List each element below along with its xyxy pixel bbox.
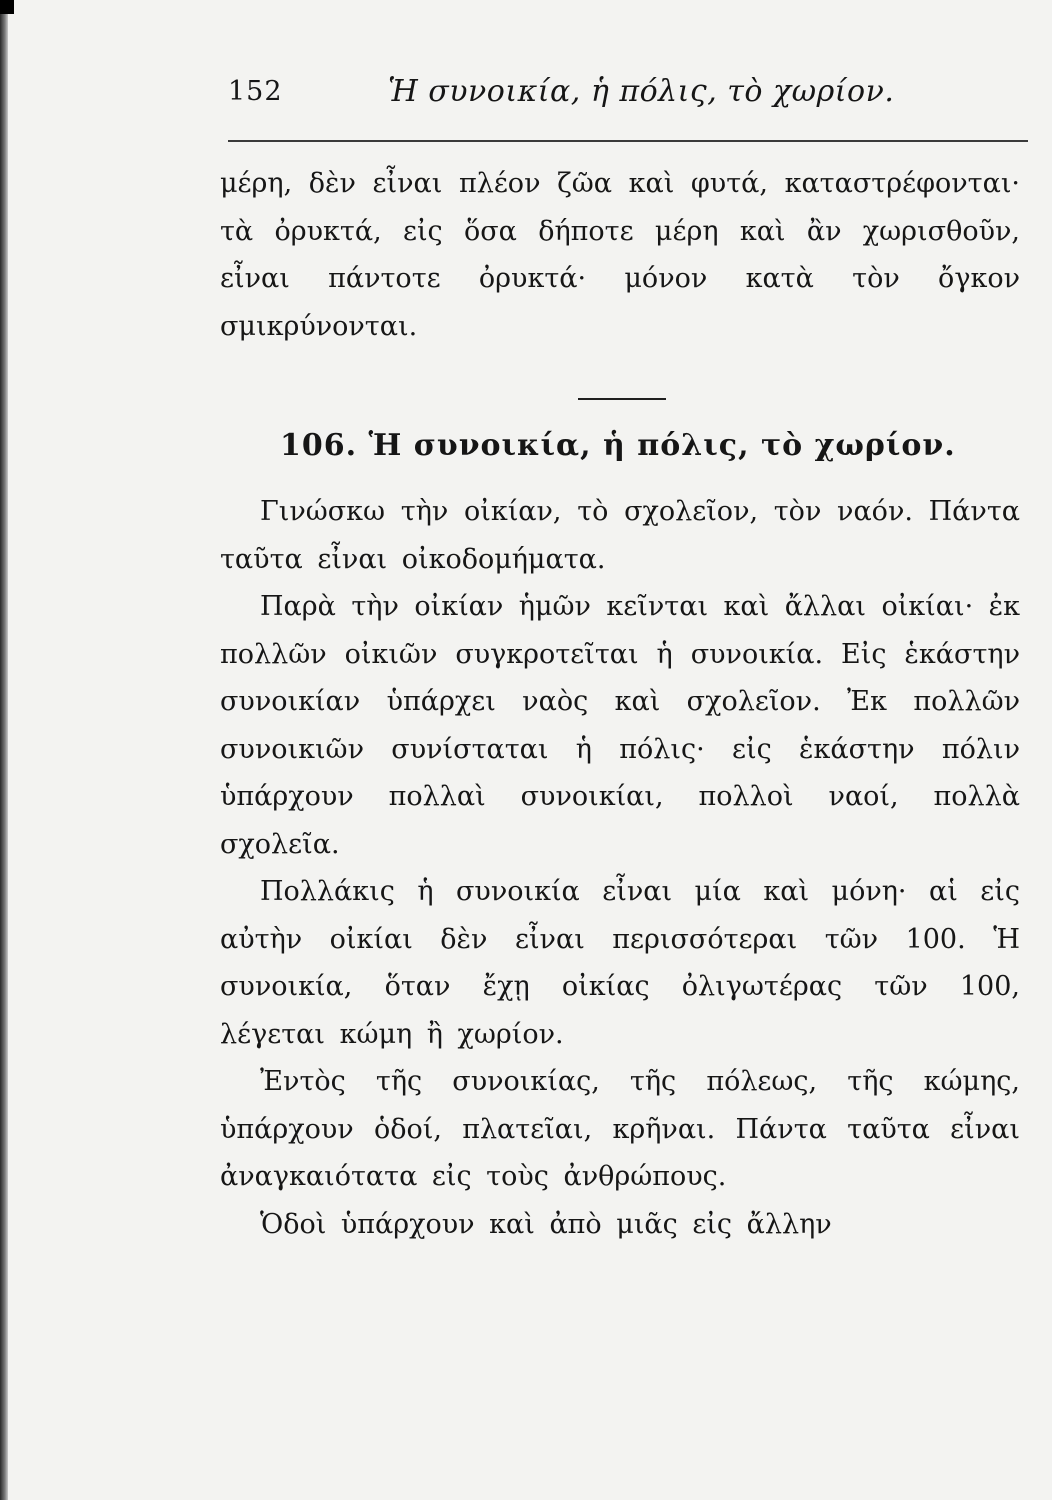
section-paragraph: Ἐντὸς τῆς συνοικίας, τῆς πόλεως, τῆς κώμης, ὑπάρχουν ὁδοί, πλατεῖαι, κρῆναι. Πάντα ταῦτα εἶναι ἀναγκαιότατα εἰς τοὺς ἀνθρώπους. xyxy=(220,1066,1020,1192)
section-paragraph: Παρὰ τὴν οἰκίαν ἡμῶν κεῖνται καὶ ἄλλαι οἰκίαι· ἐκ πολλῶν οἰκιῶν συγκροτεῖται ἡ συνοικία. Εἰς ἑκάστην συνοικίαν ὑπάρχει ναὸς καὶ σχολεῖον. Ἐκ πολλῶν συνοικιῶν συνίσταται ἡ πόλις· εἰς ἑκάστην πόλιν ὑπάρχουν πολλαὶ συνοικίαι, πολλοὶ ναοί, πολλὰ σχολεῖα. xyxy=(220,591,1020,860)
page-header xyxy=(228,70,1038,130)
section-paragraph: Πολλάκις ἡ συνοικία εἶναι μία καὶ μόνη· αἱ εἰς αὐτὴν οἰκίαι δὲν εἶναι περισσότεραι τῶν 100. Ἡ συνοικία, ὅταν ἔχῃ οἰκίας ὀλιγωτέρας τῶν 100, λέγεται κώμη ἢ χωρίον. xyxy=(220,876,1020,1050)
page-number: 152 xyxy=(228,76,283,107)
section-paragraph: Γινώσκω τὴν οἰκίαν, τὸ σχολεῖον, τὸν ναόν. Πάντα ταῦτα εἶναι οἰκοδομήματα. xyxy=(220,496,1020,575)
page-binding-edge xyxy=(0,0,8,1500)
section-heading: 106. Ἡ συνοικία, ἡ πόλις, τὸ χωρίον. xyxy=(280,428,956,463)
section-paragraph: Ὁδοὶ ὑπάρχουν καὶ ἀπὸ μιᾶς εἰς ἄλλην xyxy=(260,1208,832,1240)
section-divider xyxy=(578,398,666,400)
scan-corner xyxy=(0,0,14,14)
continuation-paragraph: μέρη, δὲν εἶναι πλέον ζῶα καὶ φυτά, καταστρέφονται· τὰ ὀρυκτά, εἰς ὅσα δήποτε μέρη καὶ ἂν χωρισθοῦν, εἶναι πάντοτε ὀρυκτά· μόνον κατὰ τὸν ὄγκον σμικρύνονται. xyxy=(220,168,1020,342)
header-rule xyxy=(228,140,1028,142)
section-body xyxy=(220,488,1020,1248)
running-title: Ἡ συνοικία, ἡ πόλις, τὸ χωρίον. xyxy=(388,74,895,109)
